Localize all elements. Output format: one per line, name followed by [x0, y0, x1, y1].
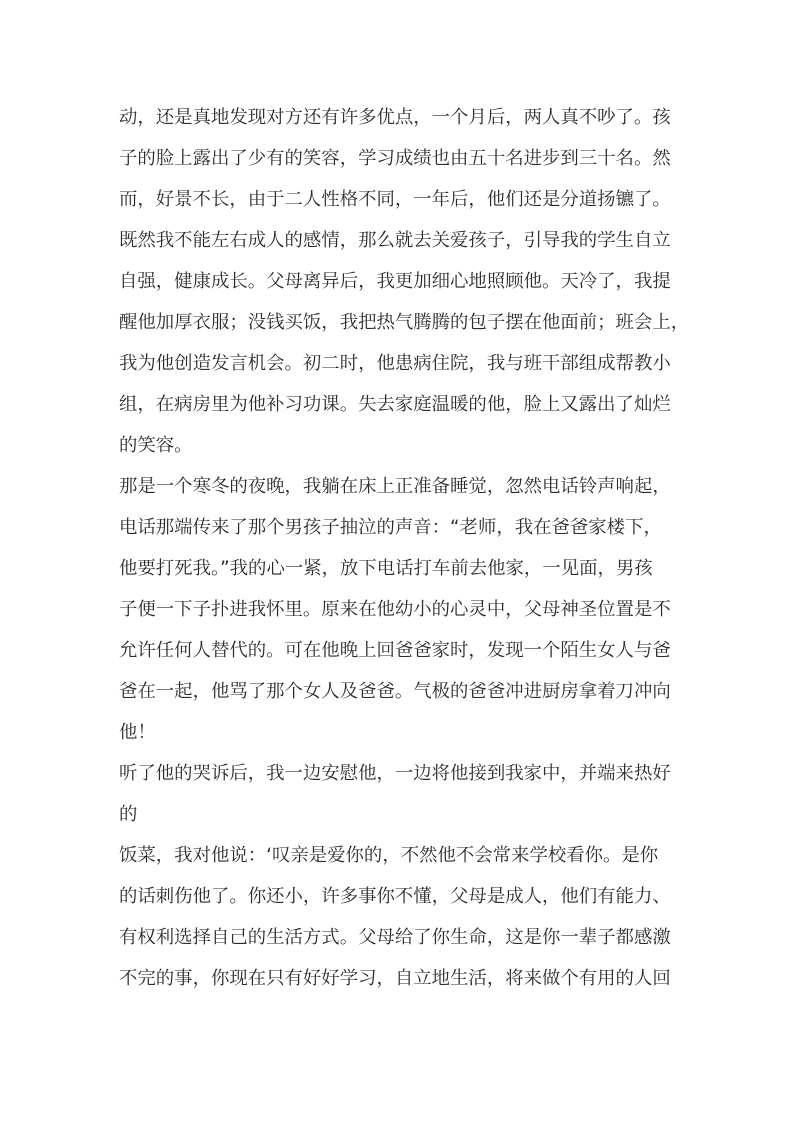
text-line: 的	[119, 804, 138, 825]
text-line: 自强，健康成长。父母离异后，我更加细心地照顾他。天冷了，我提	[119, 271, 671, 292]
text-line: 饭菜，我对他说：‘叹亲是爱你的，不然他不会常来学校看你。是你	[119, 845, 659, 866]
text-line: 的话刺伤他了。你还小，许多事你不懂，父母是成人，他们有能力、	[119, 886, 671, 907]
text-line: 组，在病房里为他补习功课。失去家庭温暖的他，脸上又露出了灿烂	[119, 394, 671, 415]
text-line: 允许任何人替代的。可在他晚上回爸爸家时，发现一个陌生女人与爸	[119, 640, 671, 661]
text-line: 醒他加厚衣服；没钱买饭，我把热气腾腾的包子摆在他面前；班会上，	[119, 312, 689, 333]
text-line: 的笑容。	[119, 435, 193, 456]
text-line: 那是一个寒冬的夜晚，我躺在床上正准备睡觉，忽然电话铃声响起，	[119, 476, 671, 497]
text-line: 子便一下子扑进我怀里。原来在他幼小的心灵中，父母神圣位置是不	[119, 599, 671, 620]
text-line: 而，好景不长，由于二人性格不同，一年后，他们还是分道扬镳了。	[119, 189, 671, 210]
text-line: 他要打死我。”我的心一紧，放下电话打车前去他家，一见面，男孩	[119, 558, 653, 579]
text-line: 爸在一起，他骂了那个女人及爸爸。气极的爸爸冲进厨房拿着刀冲向	[119, 681, 671, 702]
text-line: 我为他创造发言机会。初二时，他患病住院，我与班干部组成帮教小	[119, 353, 671, 374]
text-line: 不完的事，你现在只有好好学习，自立地生活，将来做个有用的人回	[119, 968, 671, 989]
text-line: 既然我不能左右成人的感情，那么就去关爱孩子，引导我的学生自立	[119, 230, 671, 251]
text-line: 有权利选择自己的生活方式。父母给了你生命，这是你一辈子都感激	[119, 927, 671, 948]
text-line: 听了他的哭诉后，我一边安慰他，一边将他接到我家中，并端来热好	[119, 763, 671, 784]
text-line: 动，还是真地发现对方还有许多优点，一个月后，两人真不吵了。孩	[119, 107, 671, 128]
text-line: 子的脸上露出了少有的笑容，学习成绩也由五十名进步到三十名。然	[119, 148, 671, 169]
text-line: 电话那端传来了那个男孩子抽泣的声音：“老师，我在爸爸家楼下，	[119, 517, 662, 538]
text-line: 他！	[119, 722, 156, 743]
